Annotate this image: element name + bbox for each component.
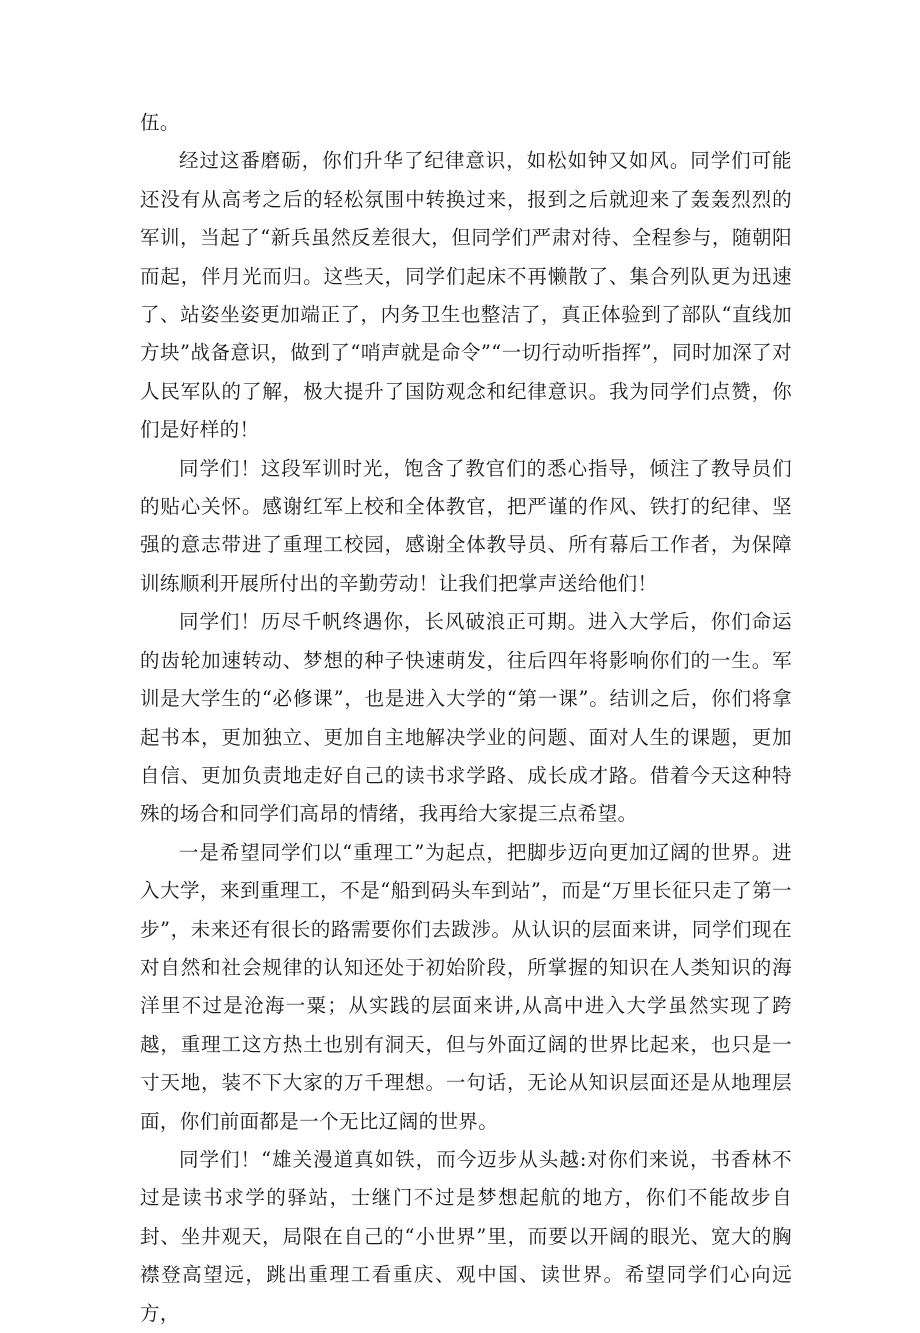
paragraph-horizon: 同学们！“雄关漫道真如铁，而今迈步从头越:对你们来说，书香林不过是读书求学的驿站，士继门不过是梦想起航的地方，你们不能故步自封、坐井观天，局限在自己的“小世界”里，而要以开阔的眼光、宽大的胸襟登高望远，跳出重理工看重庆、观中国、读世界。希望同学们心向远方， <box>140 1147 792 1325</box>
paragraph-hope-one: 一是希望同学们以“重理工”为起点，把脚步迈向更加辽阔的世界。进入大学，来到重理工，不是“船到码头车到站”，而是“万里长征只走了第一步”，未来还有很长的路需要你们去跋涉。从认识的层面来讲，同学们现在对自然和社会规律的认知还处于初始阶段，所掌握的知识在人类知识的海洋里不过是沧海一粟；从实践的层面来讲,从高中进入大学虽然实现了跨越，重理工这方热土也别有洞天，但与外面辽阔的世界比起来，也只是一寸天地，装不下大家的万千理想。一句话，无论从知识层面还是从地理层面，你们前面都是一个无比辽阔的世界。 <box>140 840 792 1133</box>
paragraph-thanks: 同学们！这段军训时光，饱含了教官们的悉心指导，倾注了教导员们的贴心关怀。感谢红军上校和全体教官，把严谨的作风、铁打的纪律、坚强的意志带进了重理工校园，感谢全体教导员、所有幕后工作者，为保障训练顺利开展所付出的辛勤劳动！让我们把掌声送给他们！ <box>140 456 792 595</box>
paragraph-discipline: 经过这番磨砺，你们升华了纪律意识，如松如钟又如风。同学们可能还没有从高考之后的轻松氛围中转换过来，报到之后就迎来了轰轰烈烈的军训，当起了“新兵虽然反差很大，但同学们严肃对待、全程参与，随朝阳而起，伴月光而归。这些天，同学们起床不再懒散了、集合列队更为迅速了、站姿坐姿更加端正了，内务卫生也整洁了，真正体验到了部队“直线加方块”战备意识，做到了“哨声就是命令”“一切行动听指挥”，同时加深了对人民军队的了解，极大提升了国防观念和纪律意识。我为同学们点赞，你们是好样的！ <box>140 149 792 442</box>
paragraph-university-life: 同学们！历尽千帆终遇你，长风破浪正可期。进入大学后，你们命运的齿轮加速转动、梦想的种子快速萌发，往后四年将影响你们的一生。军训是大学生的“必修课”，也是进入大学的“第一课”。结训之后，你们将拿起书本，更加独立、更加自主地解决学业的问题、面对人生的课题，更加自信、更加负责地走好自己的读书求学路、成长成才路。借着今天这种特殊的场合和同学们高昂的情绪，我再给大家提三点希望。 <box>140 610 792 826</box>
paragraph-continuation: 伍。 <box>140 111 180 134</box>
document-page <box>140 104 792 1333</box>
